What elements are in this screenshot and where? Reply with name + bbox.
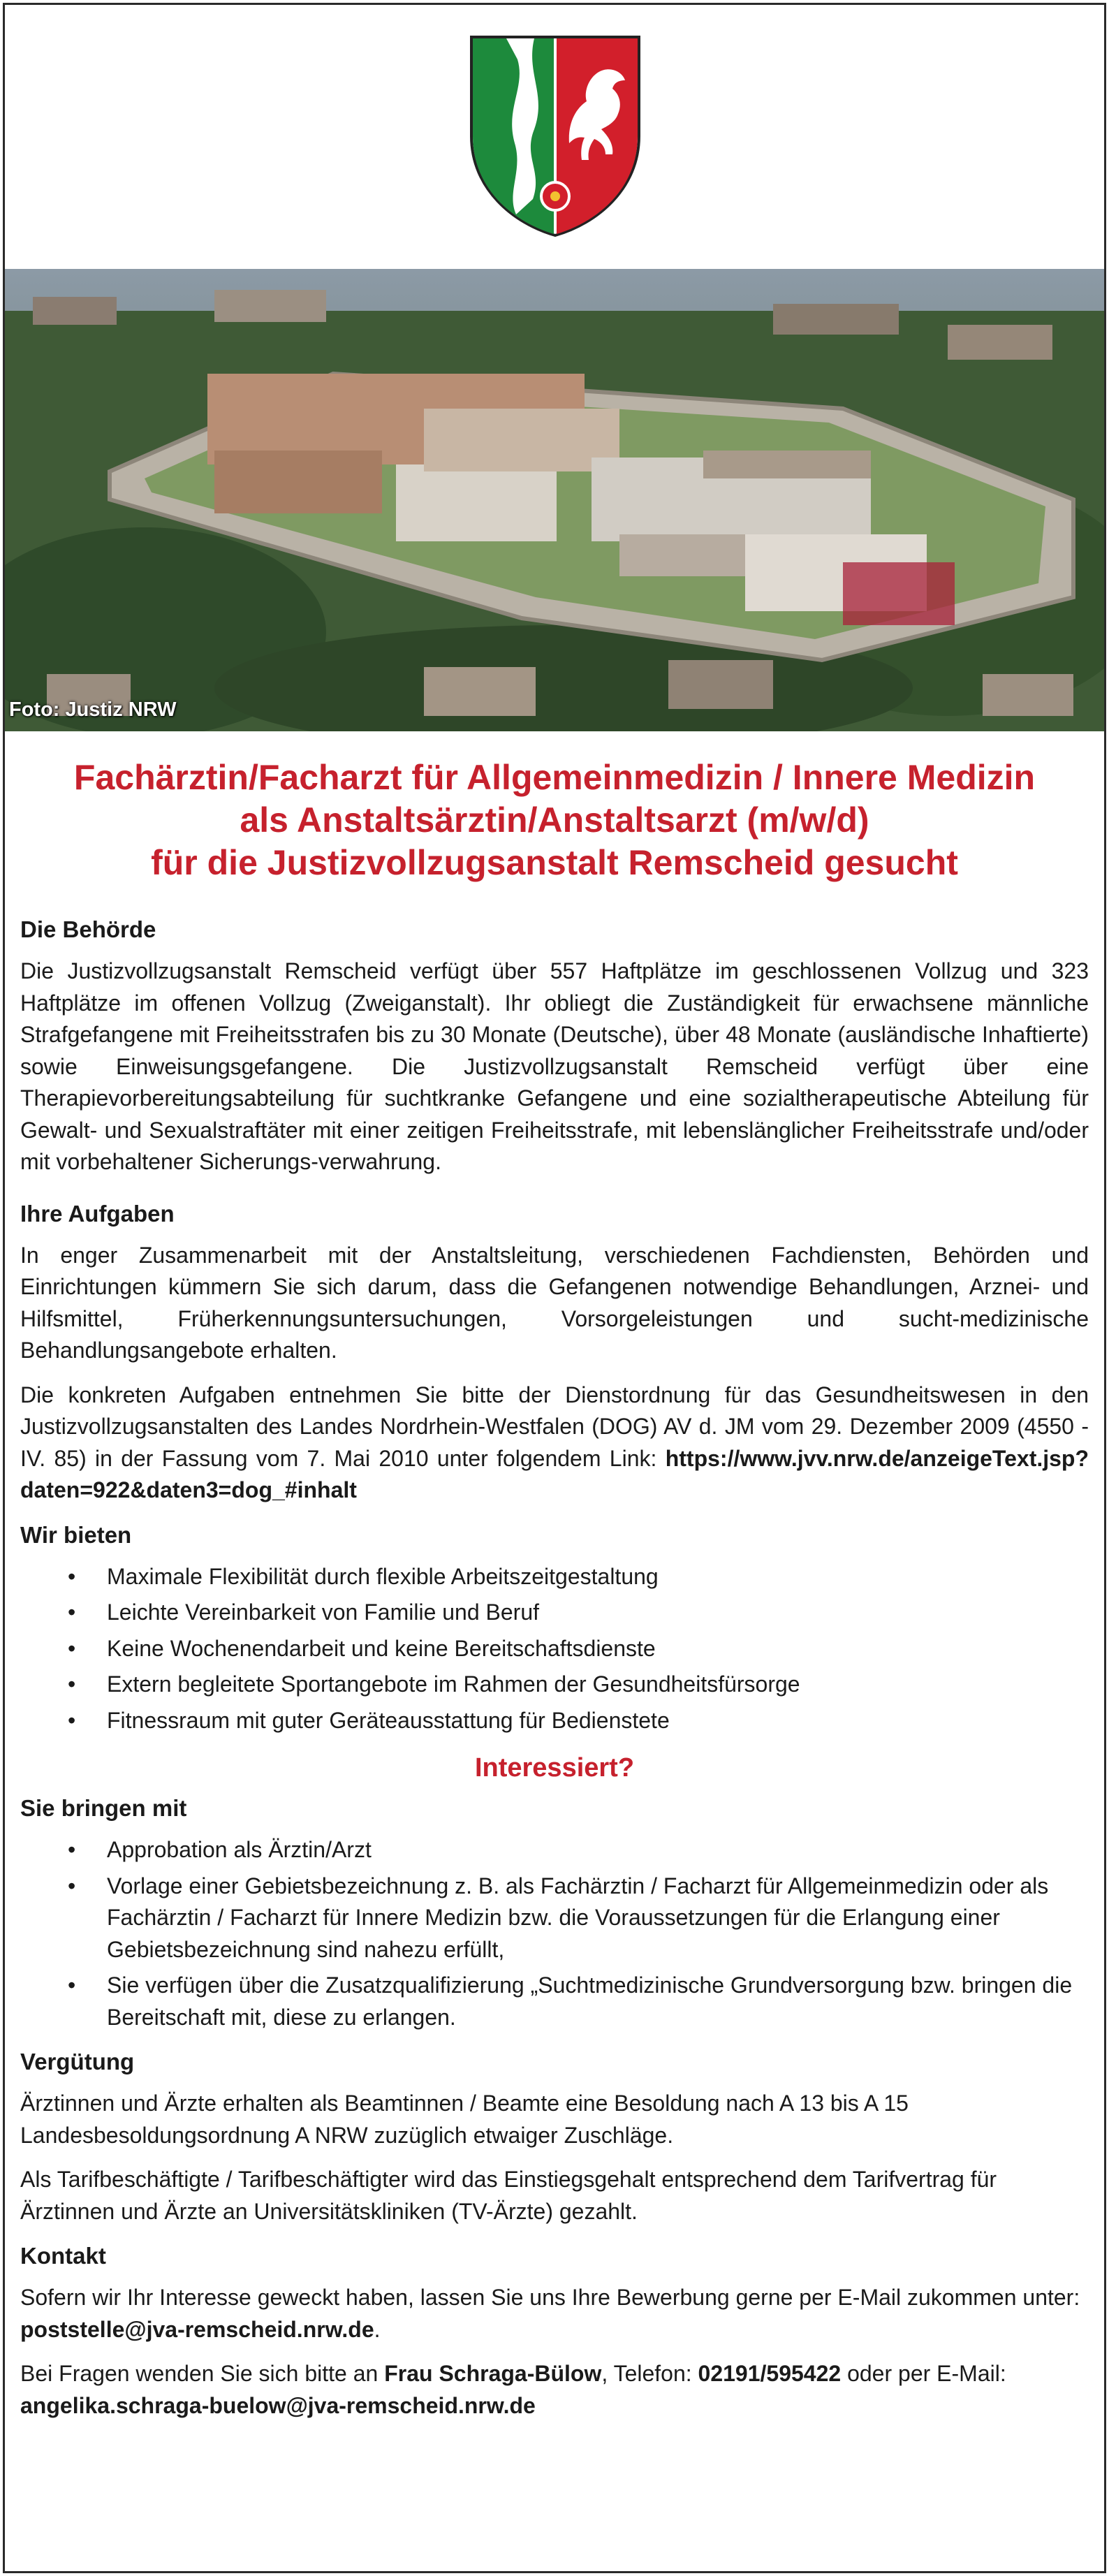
crest-area (5, 5, 1104, 269)
kontakt-text-1: Sofern wir Ihr Interesse geweckt haben, lassen Sie uns Ihre Bewerbung gerne per E-Mail zukommen unter: poststelle@jva-remscheid.nrw.de. (20, 2285, 1080, 2342)
kontakt-text-2: Bei Fragen wenden Sie sich bitte an Frau Schraga-Bülow, Telefon: 02191/595422 oder per E-Mail: angelika.schraga-buelow@jva-remscheid.nrw.de (20, 2361, 1006, 2418)
section-heading-bieten: Wir bieten (20, 1521, 132, 1548)
list-item: • Approbation als Ärztin/Arzt (68, 1837, 372, 1862)
list-item: • Keine Wochenendarbeit und keine Bereitschaftsdienste (68, 1635, 656, 1661)
aufgaben-text-1: In enger Zusammenarbeit mit der Anstaltsleitung, verschiedenen Fachdiensten, Behörden und Einrichtungen kümmern Sie sich darum, dass die Gefangenen notwendige Behandlungen, Arznei- und Hilfsmittel, Früherkennungsuntersuchungen, Vorsorgeleistungen und sucht-medizinische Behandlungsangebote erhalten. (20, 1242, 1089, 1363)
title-line-3: für die Justizvollzugsanstalt Remscheid gesucht (151, 843, 958, 882)
behoerde-text: Die Justizvollzugsanstalt Remscheid verfügt über 557 Haftplätze im geschlossenen Vollzug und 323 Haftplätze im offenen Vollzug (Zweiganstalt). Ihr obliegt die Zuständigkeit für erwachsene männliche Strafgefangene mit Freiheitsstrafen bis zu 30 Monate (Deutsche), über 48 Monate (ausländische Inhaftierte) sowie Einweisungsgefangene. Die Justizvollzugsanstalt Remscheid verfügt über eine Therapievorbereitungsabteilung für suchtkranke Gefangene und eine sozialtherapeutische Abteilung für Gewalt- und Sexualstraftäter mit einer zeitigen Freiheitsstrafe, mit lebenslänglicher Freiheitsstrafe und/oder mit vorbehaltener Sicherungs-verwahrung. (20, 958, 1089, 1174)
list-item: • Vorlage einer Gebietsbezeichnung z. B. als Fachärztin / Facharzt für Allgemeinmedizin oder als Fachärztin / Facharzt für Innere Medizin bzw. die Voraussetzungen für die Erlangung einer Gebietsbezeichnung sind nahezu erfüllt, (68, 1873, 1049, 1962)
list-item: • Sie verfügen über die Zusatzqualifizierung „Suchtmedizinische Grundversorgung bzw. bringen die Bereitschaft mit, diese zu erlangen. (68, 1973, 1073, 2030)
main-content (20, 752, 1089, 2434)
list-item: • Extern begleitete Sportangebote im Rahmen der Gesundheitsfürsorge (68, 1671, 800, 1697)
application-email-link[interactable]: poststelle@jva-remscheid.nrw.de (20, 2316, 374, 2342)
page-title (20, 756, 1089, 884)
title-line-2: als Anstaltsärztin/Anstaltsarzt (m/w/d) (240, 800, 869, 840)
job-posting-page (3, 3, 1106, 2573)
list-item: • Maximale Flexibilität durch flexible Arbeitszeitgestaltung (68, 1563, 659, 1589)
section-heading-verguetung: Vergütung (20, 2049, 135, 2074)
verguetung-text-2: Als Tarifbeschäftigte / Tarifbeschäftigter wird das Einstiegsgehalt entsprechend dem Tarifvertrag für Ärztinnen und Ärzte an Universitätskliniken (TV-Ärzte) gezahlt. (20, 2167, 997, 2224)
photo-credit: Foto: Justiz NRW (9, 698, 177, 721)
title-line-1: Fachärztin/Facharzt für Allgemeinmedizin / Innere Medizin (73, 758, 1036, 797)
nrw-coat-of-arms-icon (464, 31, 646, 241)
list-item: • Fitnessraum mit guter Geräteausstattung für Bedienstete (68, 1707, 670, 1733)
dog-link[interactable]: https://www.jvv.nrw.de/anzeigeText.jsp?daten=922&daten3=dog_#inhalt (20, 1445, 1089, 1502)
contact-email-link[interactable]: angelika.schraga-buelow@jva-remscheid.nrw.de (20, 2392, 536, 2418)
section-heading-kontakt: Kontakt (20, 2243, 106, 2269)
verguetung-text-1: Ärztinnen und Ärzte erhalten als Beamtinnen / Beamte eine Besoldung nach A 13 bis A 15 Landesbesoldungsordnung A NRW zuzüglich etwaiger Zuschläge. (20, 2091, 909, 2148)
interested-heading: Interessiert? (474, 1753, 635, 1783)
aufgaben-text-2-body: Die konkreten Aufgaben entnehmen Sie bitte der Dienstordnung für das Gesundheitswesen in den Justizvollzugsanstalten des Landes Nordrhein-Westfalen (DOG) AV d. JM vom 29. Dezember 2009 (4550 - IV. 85) in der Fassung vom 7. Mai 2010 unter folgendem Link: (20, 1382, 1089, 1471)
contact-person-name: Frau Schraga-Bülow (384, 2361, 602, 2386)
section-heading-bringen: Sie bringen mit (20, 1795, 187, 1821)
bieten-list (20, 1561, 1089, 1737)
bringen-list (20, 1834, 1089, 2033)
section-heading-behoerde: Die Behörde (20, 916, 156, 942)
contact-phone[interactable]: 02191/595422 (698, 2361, 842, 2386)
aufgaben-text-2 (20, 1380, 1089, 1507)
list-item: • Leichte Vereinbarkeit von Familie und Beruf (68, 1600, 540, 1625)
prison-aerial-photo (5, 269, 1104, 731)
section-heading-aufgaben: Ihre Aufgaben (20, 1200, 175, 1227)
